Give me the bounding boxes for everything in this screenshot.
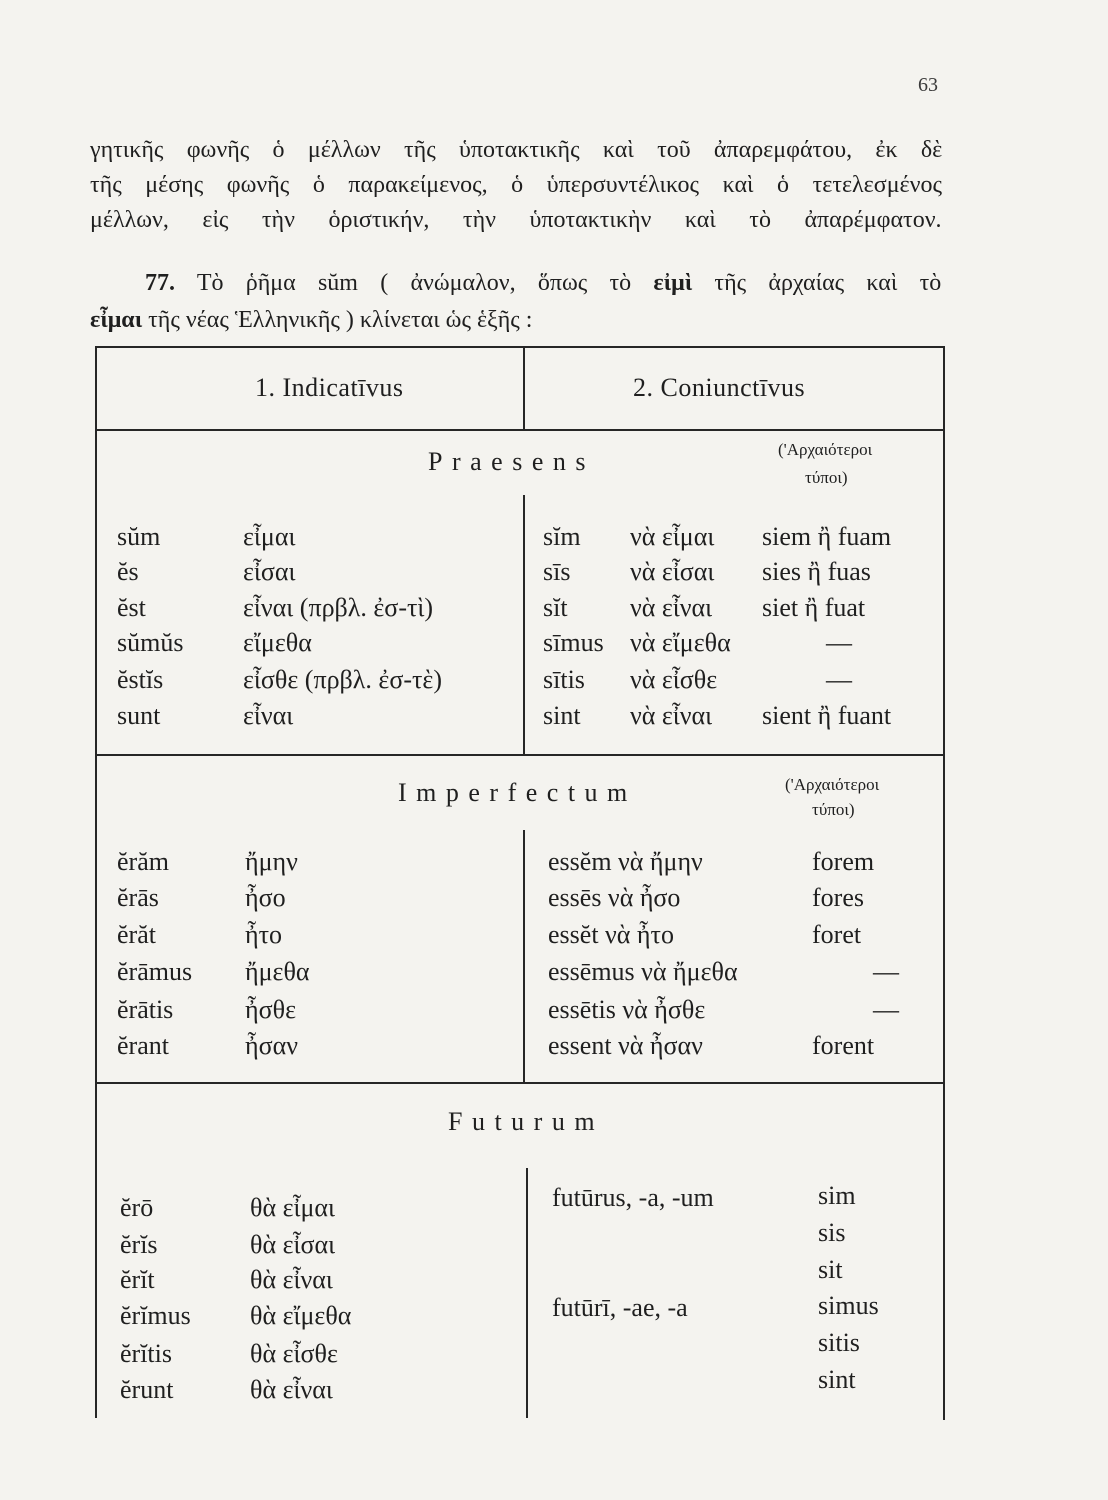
praesens-archaic-form: — [826, 628, 852, 657]
futurum-sum-form: sis [818, 1218, 846, 1247]
praesens-subjunctive-latin: sīmus [543, 628, 604, 657]
praesens-subjunctive-latin: sint [543, 701, 581, 730]
bold-term: εἶμαι [90, 307, 143, 333]
praesens-archaic-form: — [826, 665, 852, 694]
futurum-sum-form: sitis [818, 1328, 860, 1357]
intro-line: γητικῆς φωνῆς ὁ μέλλων τῆς ὑποτακτικῆς καὶ τοῦ ἀπαρεμφάτου, ἐκ δὲ [90, 137, 943, 163]
header-indicative: 1. Indicatīvus [255, 373, 404, 402]
praesens-indicative-greek: εἴμεθα [243, 628, 312, 657]
praesens-subjunctive-greek: νὰ εἶναι [630, 701, 713, 730]
imperfectum-archaic-form: fores [812, 883, 864, 912]
imperfectum-archaic-form: foret [812, 920, 862, 949]
table-top-border [95, 346, 945, 348]
header-subjunctive: 2. Coniunctīvus [633, 373, 806, 402]
imperfectum-title: Imperfectum [398, 778, 637, 807]
imperfectum-indicative-latin: ĕrăm [117, 847, 169, 876]
section-text: τῆς ἀρχαίας καὶ τὸ [714, 270, 942, 296]
praesens-divider [523, 495, 525, 755]
praesens-indicative-latin: ĕs [117, 557, 139, 586]
futurum-sum-form: sit [818, 1255, 843, 1284]
futurum-indicative-greek: θὰ εἶσαι [250, 1230, 336, 1259]
futurum-indicative-latin: ĕrĭt [120, 1265, 155, 1294]
praesens-indicative-latin: sŭmŭs [117, 628, 184, 657]
section-text: τῆς νέας Ἑλληνικῆς ) κλίνεται ὡς ἑξῆς : [148, 307, 533, 333]
header-divider [523, 346, 525, 430]
praesens-indicative-latin: ĕst [117, 593, 146, 622]
header-bottom-border [95, 429, 945, 431]
praesens-indicative-latin: sŭm [117, 522, 161, 551]
praesens-subjunctive-greek: νὰ εἶσθε [630, 665, 718, 694]
imperfectum-subjunctive: essĕt νὰ ἦτο [548, 920, 674, 949]
imperfectum-indicative-greek: ἦσο [245, 883, 286, 912]
intro-line: μέλλων, εἰς τὴν ὁριστικήν, τὴν ὑποτακτικὴν καὶ τὸ ἀπαρέμφατον. [90, 207, 942, 233]
imperfectum-indicative-latin: ĕrās [117, 883, 159, 912]
praesens-indicative-latin: ĕstĭs [117, 665, 164, 694]
praesens-indicative-latin: sunt [117, 701, 161, 730]
future-participle-plural: futūrī, -ae, -a [552, 1293, 688, 1322]
table-left-border [95, 346, 97, 1418]
futurum-indicative-latin: ĕrĭs [120, 1230, 158, 1259]
praesens-indicative-greek: εἶσθε (πρβλ. ἐσ-τὲ) [243, 665, 443, 694]
future-participle-singular: futūrus, -a, -um [552, 1183, 714, 1212]
praesens-archaic-form: sient ἢ fuant [762, 701, 892, 730]
futurum-indicative-latin: ĕrunt [120, 1375, 174, 1404]
archaic-forms-note: ('Αρχαιότεροι [785, 775, 880, 794]
section-text: Τὸ ῥῆμα sŭm ( ἀνώμαλον, ὅπως τὸ [196, 270, 632, 296]
imperfectum-indicative-greek: ἦτο [245, 920, 283, 949]
imperfectum-archaic-form: forem [812, 847, 875, 876]
praesens-indicative-greek: εἶμαι [243, 522, 296, 551]
praesens-archaic-form: siem ἢ fuam [762, 522, 892, 551]
praesens-subjunctive-greek: νὰ εἴμεθα [630, 628, 731, 657]
praesens-indicative-greek: εἶναι (πρβλ. ἐσ-τὶ) [243, 593, 434, 622]
praesens-subjunctive-latin: sĭm [543, 522, 581, 551]
praesens-indicative-greek: εἶσαι [243, 557, 296, 586]
intro-line: τῆς μέσης φωνῆς ὁ παρακείμενος, ὁ ὑπερσυντέλικος καὶ ὁ τετελεσμένος [90, 172, 942, 198]
imperfectum-indicative-latin: ĕrātis [117, 995, 174, 1024]
page-number: 63 [918, 74, 938, 96]
praesens-bottom-border [97, 754, 945, 756]
futurum-indicative-greek: θὰ εἴμεθα [250, 1301, 352, 1330]
imperfectum-archaic-form: — [873, 957, 899, 986]
archaic-forms-note: ('Αρχαιότεροι [778, 440, 873, 459]
imperfectum-indicative-greek: ἦσαν [245, 1031, 298, 1060]
bold-term: εἰμὶ [653, 270, 693, 296]
imperfectum-subjunctive: essent νὰ ἦσαν [548, 1031, 703, 1060]
praesens-subjunctive-latin: sĭt [543, 593, 568, 622]
praesens-indicative-greek: εἶναι [243, 701, 294, 730]
praesens-subjunctive-greek: νὰ εἶσαι [630, 557, 715, 586]
imperfectum-subjunctive: essēmus νὰ ἤμεθα [548, 957, 738, 986]
archaic-forms-note: τύποι) [812, 800, 855, 819]
futurum-sum-form: sint [818, 1365, 856, 1394]
praesens-subjunctive-greek: νὰ εἶναι [630, 593, 713, 622]
praesens-subjunctive-greek: νὰ εἶμαι [630, 522, 715, 551]
praesens-subjunctive-latin: sītis [543, 665, 585, 694]
futurum-indicative-greek: θὰ εἶναι [250, 1375, 333, 1404]
imperfectum-subjunctive: essēs νὰ ἦσο [548, 883, 681, 912]
imperfectum-indicative-greek: ἦσθε [245, 995, 296, 1024]
futurum-indicative-greek: θὰ εἶναι [250, 1265, 333, 1294]
section-77-line-1 [145, 267, 941, 299]
praesens-archaic-form: sies ἢ fuas [762, 557, 871, 586]
praesens-title: Praesens [428, 447, 595, 476]
futurum-divider [526, 1168, 528, 1418]
imperfectum-subjunctive: essĕm νὰ ἤμην [548, 847, 703, 876]
imperfectum-indicative-latin: ĕrāmus [117, 957, 193, 986]
imperfectum-divider [523, 830, 525, 1082]
futurum-indicative-latin: ĕrĭmus [120, 1301, 191, 1330]
imperfectum-archaic-form: forent [812, 1031, 875, 1060]
futurum-indicative-greek: θὰ εἶμαι [250, 1193, 336, 1222]
section-77-line-2 [90, 304, 532, 336]
futurum-title: Futurum [448, 1107, 605, 1136]
futurum-indicative-latin: ĕrĭtis [120, 1339, 172, 1368]
futurum-sum-form: sim [818, 1181, 856, 1210]
imperfectum-subjunctive: essētis νὰ ἦσθε [548, 995, 706, 1024]
imperfectum-indicative-greek: ἤμην [245, 847, 298, 876]
futurum-sum-form: simus [818, 1291, 879, 1320]
imperfectum-indicative-greek: ἤμεθα [245, 957, 310, 986]
imperfectum-indicative-latin: ĕrăt [117, 920, 156, 949]
imperfectum-archaic-form: — [873, 995, 899, 1024]
section-number: 77. [145, 270, 175, 296]
archaic-forms-note: τύποι) [805, 468, 848, 487]
table-right-border [943, 346, 945, 1420]
futurum-indicative-latin: ĕrō [120, 1193, 154, 1222]
praesens-archaic-form: siet ἢ fuat [762, 593, 866, 622]
imperfectum-indicative-latin: ĕrant [117, 1031, 169, 1060]
praesens-subjunctive-latin: sīs [543, 557, 571, 586]
imperfectum-bottom-border [97, 1082, 945, 1084]
futurum-indicative-greek: θὰ εἶσθε [250, 1339, 338, 1368]
